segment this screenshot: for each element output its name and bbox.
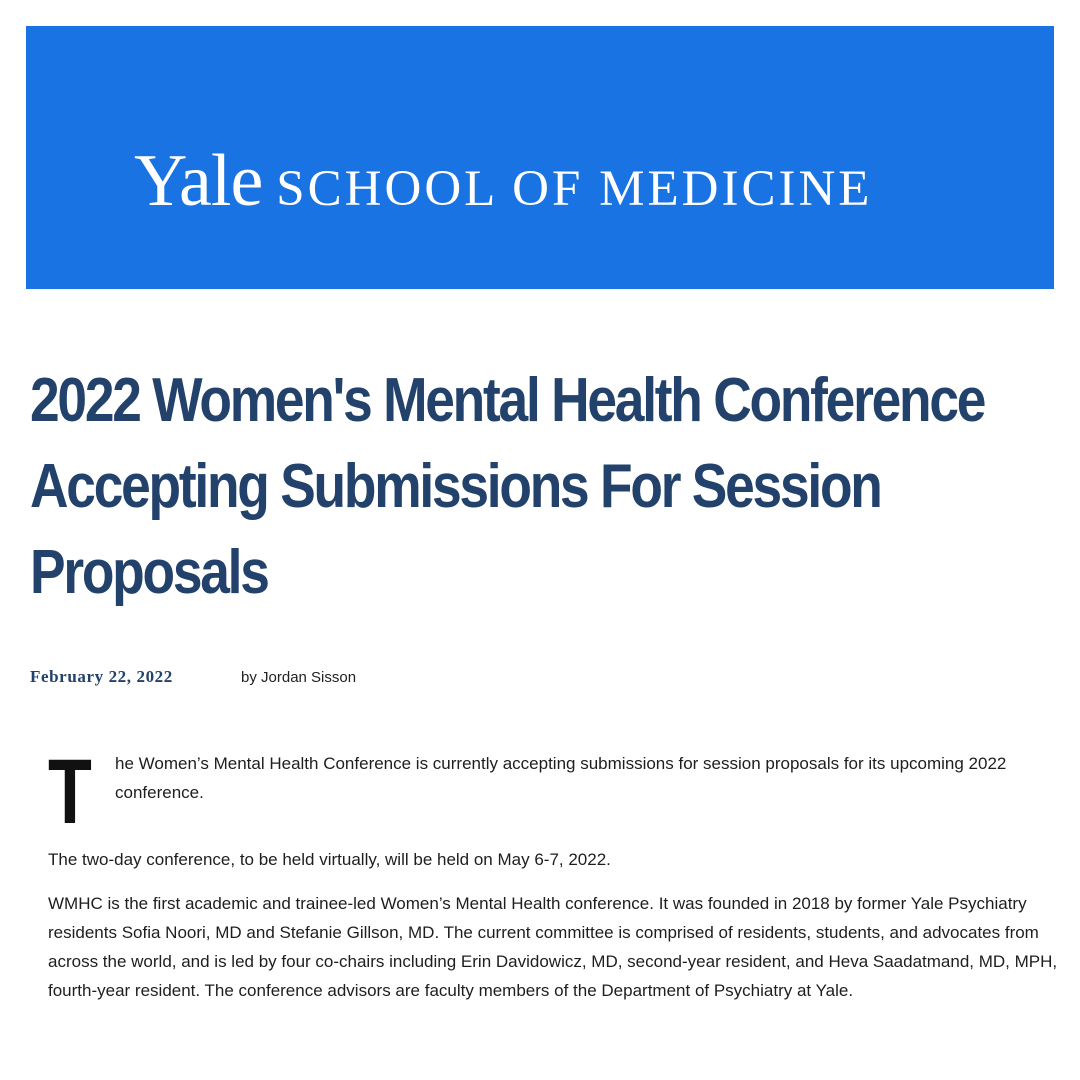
article-paragraph-2: The two-day conference, to be held virtually, will be held on May 6-7, 2022. [48, 850, 611, 869]
article-paragraph-3: WMHC is the first academic and trainee-led Women’s Mental Health conference. It was founded in 2018 by former Yale Psychiatry residents Sofia Noori, MD and Stefanie Gillson, MD. The current committee is comprised of residents, students, and advocates from across the world, and is led by four co-chairs including Erin Davidowicz, MD, second-year resident, and Heva Saadatmand, MD, MPH, fourth-year resident. The conference advisors are faculty members of the Department of Psychiatry at Yale. [48, 894, 1058, 1000]
article-paragraph-1: he Women’s Mental Health Conference is currently accepting submissions for session proposals for its upcoming 2022 conference. [115, 754, 1007, 802]
article-title: 2022 Women's Mental Health Conference Accepting Submissions For Session Proposals [30, 366, 985, 607]
article-date: February 22, 2022 [30, 667, 173, 686]
drop-cap-letter: T [48, 741, 92, 843]
article-byline [30, 667, 357, 687]
header-banner [26, 26, 1054, 289]
logo-school-text: SCHOOL OF MEDICINE [276, 161, 873, 217]
logo-yale-text: Yale [134, 140, 263, 222]
yale-school-of-medicine-logo[interactable] [134, 140, 873, 222]
article-author[interactable]: by Jordan Sisson [241, 669, 357, 686]
